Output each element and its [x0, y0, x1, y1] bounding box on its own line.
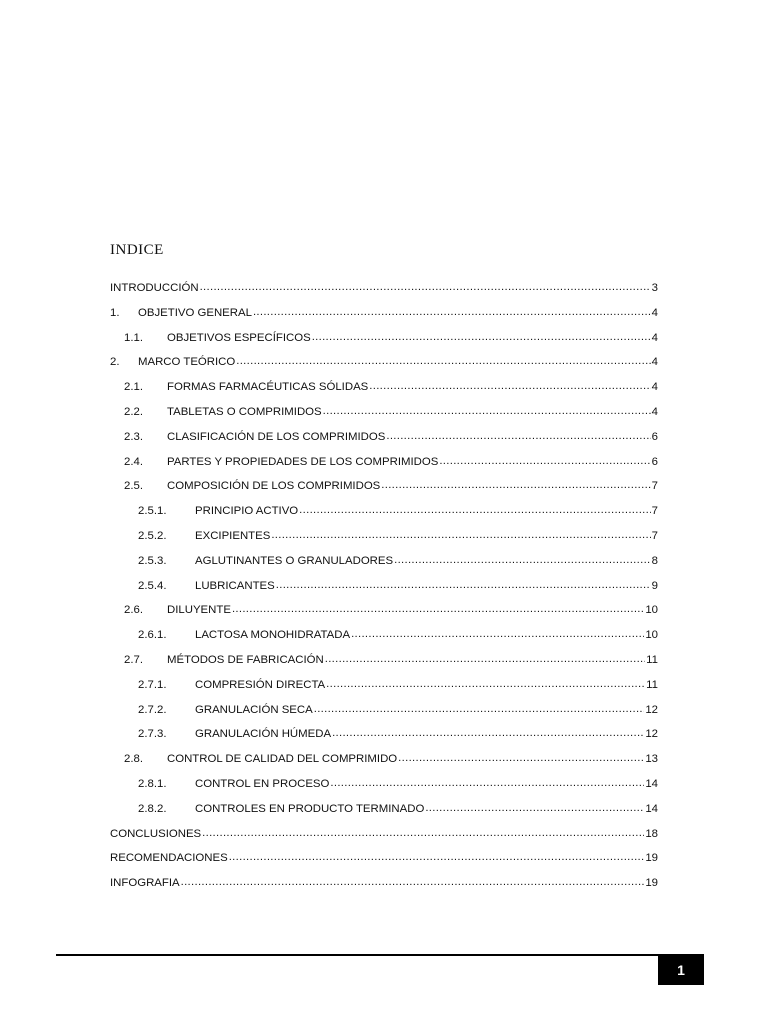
- toc-entry-page: 4: [651, 306, 658, 319]
- toc-entry-title: CONCLUSIONES: [110, 827, 202, 840]
- toc-entry-title: LUBRICANTES: [195, 579, 275, 592]
- toc-entry-number: 2.: [110, 356, 120, 369]
- toc-entry-number: 2.8.1.: [138, 777, 167, 790]
- toc-entry[interactable]: [110, 778, 658, 803]
- toc-entry[interactable]: [110, 480, 658, 505]
- toc-dot-leader: [386, 430, 650, 442]
- toc-entry-page: 12: [645, 728, 658, 741]
- toc-dot-leader: [330, 777, 644, 789]
- toc-entry[interactable]: [110, 629, 658, 654]
- toc-dot-leader: [299, 504, 650, 516]
- toc-entry-page: 18: [645, 827, 658, 840]
- page-number: 1: [658, 955, 704, 985]
- toc-dot-leader: [202, 827, 644, 839]
- toc-entry-title: INTRODUCCIÓN: [110, 282, 199, 294]
- toc-entry-title: OBJETIVO GENERAL: [138, 306, 252, 319]
- toc-entry-title: MARCO TEÓRICO: [138, 356, 236, 369]
- toc-entry[interactable]: [110, 356, 658, 381]
- toc-entry-title: CONTROL DE CALIDAD DEL COMPRIMIDO: [167, 753, 398, 766]
- toc-entry-title: FORMAS FARMACÉUTICAS SÓLIDAS: [167, 381, 369, 394]
- toc-entry[interactable]: [110, 877, 658, 902]
- toc-entry-title: AGLUTINANTES O GRANULADORES: [195, 554, 394, 567]
- toc-entry-page: 9: [651, 579, 658, 592]
- toc-entry-number: 2.7.1.: [138, 678, 167, 691]
- toc-entry-number: 2.6.: [124, 604, 143, 617]
- toc-dot-leader: [332, 727, 644, 739]
- toc-entry-title: CONTROL EN PROCESO: [195, 777, 330, 790]
- toc-entry-number: 2.5.4.: [138, 579, 167, 592]
- toc-entry[interactable]: [110, 431, 658, 456]
- toc-entry-number: 2.7.2.: [138, 703, 167, 716]
- toc-dot-leader: [381, 479, 650, 491]
- toc-entry[interactable]: [110, 704, 658, 729]
- toc-entry-title: INFOGRAFIA: [110, 877, 180, 890]
- toc-entry-number: 1.: [110, 306, 120, 319]
- toc-dot-leader: [314, 703, 645, 715]
- toc-entry-number: 2.5.: [124, 480, 143, 493]
- toc-dot-leader: [369, 380, 650, 392]
- toc-dot-leader: [325, 653, 645, 665]
- toc-entry-number: 2.5.1.: [138, 505, 167, 518]
- toc-dot-leader: [312, 331, 651, 343]
- toc-entry[interactable]: [110, 456, 658, 481]
- toc-entry[interactable]: [110, 505, 658, 530]
- toc-entry[interactable]: [110, 679, 658, 704]
- toc-dot-leader: [271, 529, 650, 541]
- toc-entry[interactable]: [110, 307, 658, 332]
- toc-entry-page: 6: [651, 455, 658, 468]
- toc-entry-title: CLASIFICACIÓN DE LOS COMPRIMIDOS: [167, 430, 386, 443]
- toc-dot-leader: [394, 554, 651, 566]
- toc-entry[interactable]: [110, 406, 658, 431]
- toc-dot-leader: [351, 628, 644, 640]
- toc-entry-number: 2.5.2.: [138, 529, 167, 542]
- toc-dot-leader: [253, 306, 651, 318]
- toc-dot-leader: [232, 603, 644, 615]
- toc-dot-leader: [439, 455, 650, 467]
- toc-entry-number: 2.3.: [124, 430, 143, 443]
- toc-entry-number: 1.1.: [124, 331, 143, 344]
- toc-dot-leader: [276, 579, 651, 591]
- toc-entry-page: 12: [645, 703, 658, 716]
- toc-entry-title: CONTROLES EN PRODUCTO TERMINADO: [195, 802, 425, 815]
- toc-entry[interactable]: [110, 803, 658, 828]
- toc-title: INDICE: [110, 242, 164, 258]
- toc-entry[interactable]: [110, 654, 658, 679]
- toc-entry-page: 4: [651, 405, 658, 418]
- toc-entry[interactable]: [110, 852, 658, 877]
- toc-entry-number: 2.6.1.: [138, 629, 167, 642]
- toc-dot-leader: [326, 678, 645, 690]
- toc-entry[interactable]: [110, 580, 658, 605]
- toc-entry-page: 7: [651, 505, 658, 518]
- toc-entry-page: 10: [645, 629, 658, 642]
- toc-entry-page: 8: [651, 554, 658, 567]
- toc-entry[interactable]: [110, 828, 658, 853]
- toc-dot-leader: [398, 752, 644, 764]
- toc-entry-title: LACTOSA MONOHIDRATADA: [195, 629, 351, 642]
- toc-entry-title: EXCIPIENTES: [195, 529, 271, 542]
- toc-entry-title: DILUYENTE: [167, 604, 231, 617]
- toc-entry-title: OBJETIVOS ESPECÍFICOS: [167, 331, 311, 344]
- toc-dot-leader: [229, 851, 645, 863]
- toc-entry-page: 10: [645, 604, 658, 617]
- toc-entry-title: TABLETAS O COMPRIMIDOS: [167, 405, 322, 418]
- toc-entry-number: 2.2.: [124, 405, 143, 418]
- toc-entry-page: 6: [651, 430, 658, 443]
- toc-entry-number: 2.4.: [124, 455, 143, 468]
- toc-entry-page: 14: [645, 802, 658, 815]
- toc-entry-title: PRINCIPIO ACTIVO: [195, 505, 299, 518]
- toc-entry-number: 2.5.3.: [138, 554, 167, 567]
- toc-entry-page: 3: [651, 282, 658, 294]
- toc-entry-number: 2.1.: [124, 381, 143, 394]
- toc-dot-leader: [200, 281, 651, 293]
- toc-entry-page: 4: [651, 356, 658, 369]
- toc-entry[interactable]: [110, 332, 658, 357]
- toc-entry[interactable]: [110, 604, 658, 629]
- toc-entry-page: 11: [646, 678, 658, 691]
- toc-entry-title: RECOMENDACIONES: [110, 852, 228, 865]
- toc-entry-title: MÉTODOS DE FABRICACIÓN: [167, 653, 324, 666]
- toc-entry-number: 2.7.3.: [138, 728, 167, 741]
- toc-entry-number: 2.8.: [124, 753, 143, 766]
- toc-entry-page: 4: [651, 381, 658, 394]
- toc-entry-page: 7: [651, 480, 658, 493]
- toc-dot-leader: [323, 405, 651, 417]
- footer-rule: [56, 954, 704, 956]
- toc-entry-page: 11: [646, 653, 658, 666]
- toc-entry-page: 19: [645, 852, 658, 865]
- toc-entry-number: 2.7.: [124, 653, 143, 666]
- toc-entry-title: COMPRESIÓN DIRECTA: [195, 678, 326, 691]
- toc-entry-number: 2.8.2.: [138, 802, 167, 815]
- toc-entry[interactable]: [110, 530, 658, 555]
- toc-entry-title: GRANULACIÓN HÚMEDA: [195, 728, 332, 741]
- toc-entry[interactable]: [110, 555, 658, 580]
- toc-entry-page: 13: [645, 753, 658, 766]
- toc-entry[interactable]: [110, 728, 658, 753]
- toc-entry[interactable]: [110, 282, 658, 307]
- toc-entry-title: PARTES Y PROPIEDADES DE LOS COMPRIMIDOS: [167, 455, 439, 468]
- toc-dot-leader: [181, 876, 645, 888]
- toc-entry-page: 4: [651, 331, 658, 344]
- toc-entry[interactable]: [110, 381, 658, 406]
- table-of-contents: [110, 282, 658, 902]
- toc-entry-page: 14: [645, 777, 658, 790]
- toc-entry-page: 19: [645, 877, 658, 890]
- toc-dot-leader: [236, 355, 650, 367]
- toc-dot-leader: [425, 802, 644, 814]
- toc-entry[interactable]: [110, 753, 658, 778]
- toc-entry-title: COMPOSICIÓN DE LOS COMPRIMIDOS: [167, 480, 381, 493]
- toc-entry-title: GRANULACIÓN SECA: [195, 703, 313, 716]
- toc-entry-page: 7: [651, 529, 658, 542]
